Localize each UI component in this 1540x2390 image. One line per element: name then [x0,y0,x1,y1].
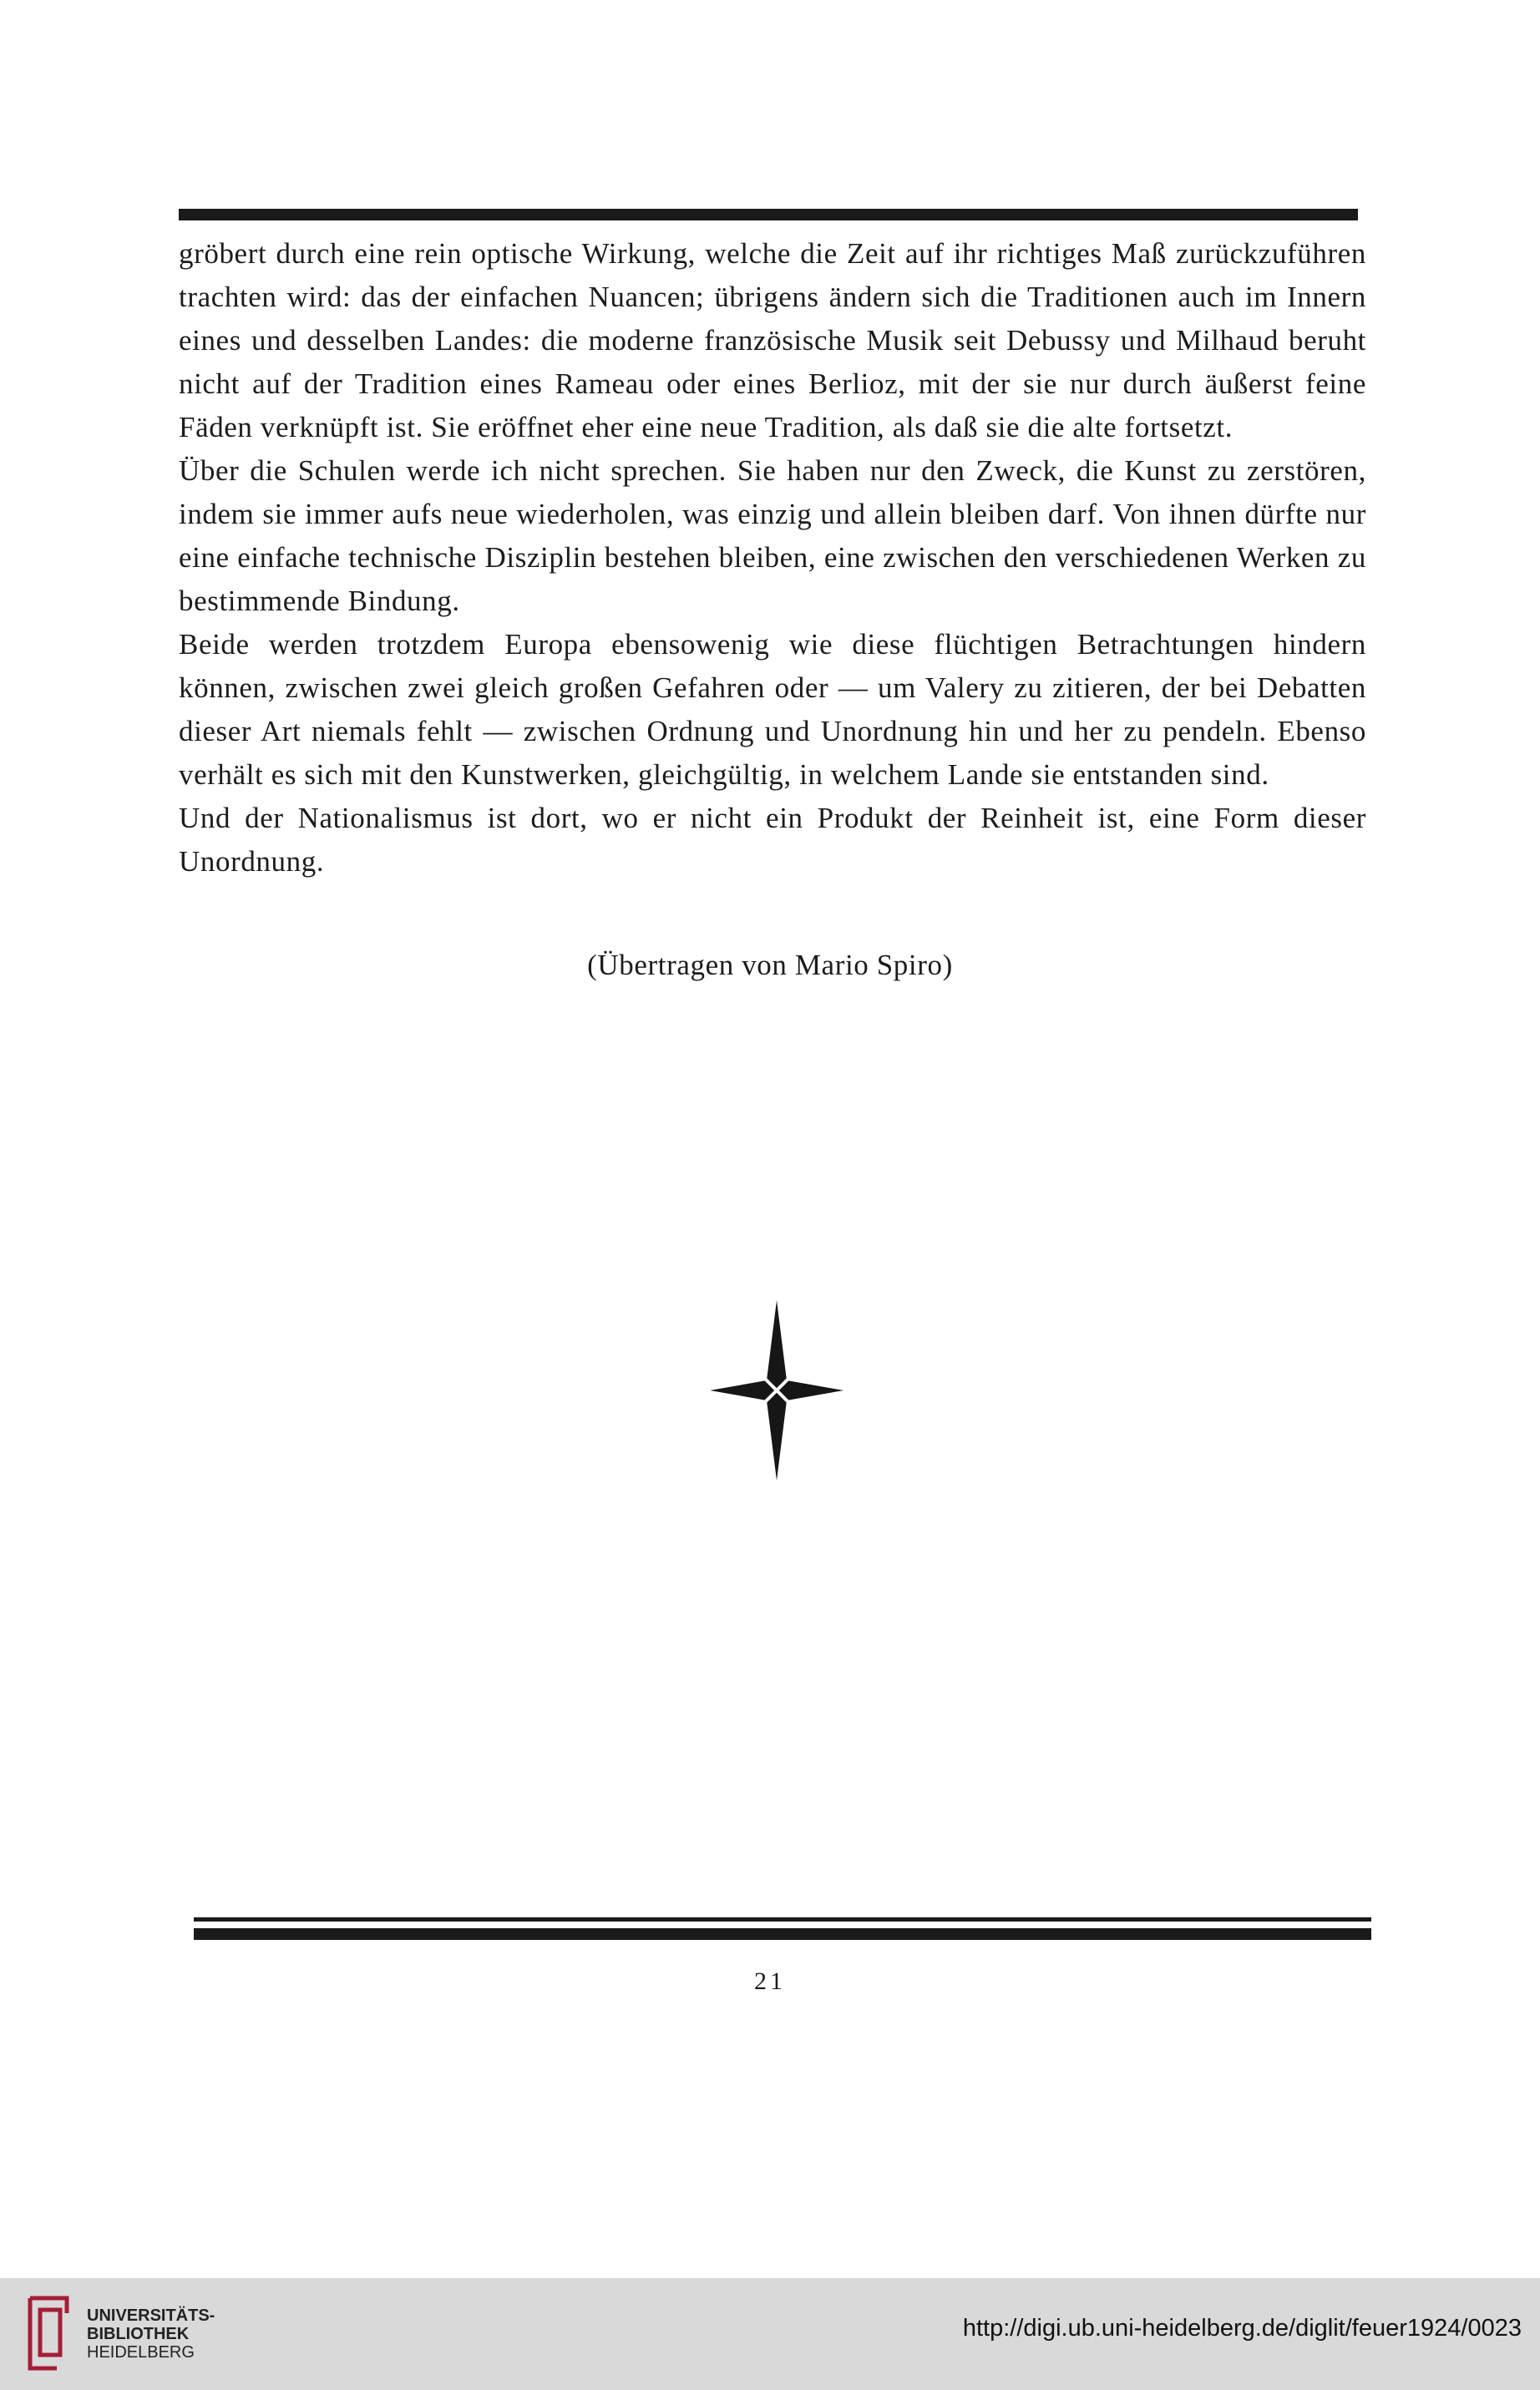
bottom-rule-thick [194,1928,1371,1940]
source-url-link[interactable]: http://digi.ub.uni-heidelberg.de/diglit/feuer1924/0023 [962,2315,1522,2342]
paragraph-4: Und der Nationalismus ist dort, wo er nicht ein Produkt der Reinheit ist, eine Form dieser Unordnung. [179,802,1366,878]
paragraph-1: gröbert durch eine rein optische Wirkung, welche die Zeit auf ihr richtiges Maß zurückzuführen trachten wird: das der einfachen Nuancen; übrigens ändern sich die Traditionen auch im Innern eines und desselben Landes: die moderne französische Musik seit Debussy und Milhaud beruht nicht auf der Tradition eines Rameau oder eines Berlioz, mit der sie nur durch äußerst feine Fäden verknüpft ist. Sie eröffnet eher eine neue Tradition, als daß sie die alte fortsetzt. [179,237,1366,443]
bottom-rule-thin [194,1917,1371,1922]
star-ornament-icon [706,1299,848,1482]
library-name [87,2306,215,2362]
top-rule [179,209,1358,220]
paragraph-3: Beide werden trotzdem Europa ebensowenig wie diese flüchtigen Betrachtungen hindern können, zwischen zwei gleich großen Gefahren oder — um Valery zu zitieren, der bei Debatten dieser Art niemals fehlt — zwischen Ordnung und Unordnung hin und her zu pendeln. Ebenso verhält es sich mit den Kunstwerken, gleichgültig, in welchem Lande sie entstanden sind. [179,628,1366,791]
bottom-double-rule [194,1917,1371,1940]
body-text [179,232,1366,884]
digitization-footer [0,2278,1540,2390]
paragraph-2: Über die Schulen werde ich nicht sprechen. Sie haben nur den Zweck, die Kunst zu zerstören, indem sie immer aufs neue wiederholen, was einzig und allein bleiben darf. Von ihnen dürfte nur eine einfache technische Disziplin bestehen bleiben, eine zwischen den verschiedenen Werken zu bestimmende Bindung. [179,454,1366,617]
page-number: 21 [754,1967,786,1995]
library-line-1: UNIVERSITÄTS- [87,2306,215,2325]
library-line-3: HEIDELBERG [87,2343,195,2362]
library-line-2: BIBLIOTHEK [87,2325,190,2343]
ub-heidelberg-logo-icon [23,2291,73,2375]
translator-credit: (Übertragen von Mario Spiro) [587,949,953,981]
